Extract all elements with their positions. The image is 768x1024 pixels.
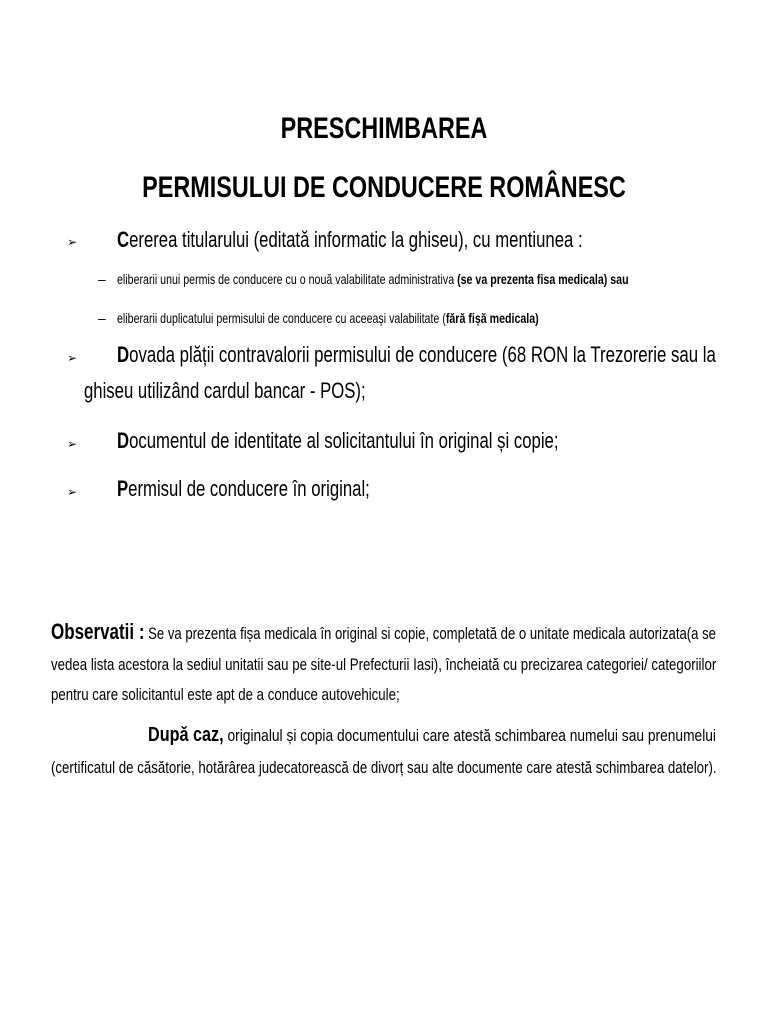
bullet-initial: C: [117, 227, 130, 252]
page-title-line-2: PERMISULUI DE CONDUCERE ROMÂNESC: [142, 171, 626, 204]
bullet-cerere: [117, 227, 583, 253]
bullet-dovada-continuation: ghiseu utilizând cardul bancar - POS);: [84, 378, 366, 403]
dupa-caz-line-1: [148, 724, 716, 747]
observatii-label: Observatii :: [51, 619, 145, 644]
dupa-caz-label: După caz,: [148, 724, 224, 746]
bullet-text: ererea titularului (editată informatic la ghiseu), cu mentiunea :: [129, 227, 583, 252]
subitem-permis-nou: [117, 270, 629, 288]
page-title-line-1: PRESCHIMBAREA: [280, 112, 488, 145]
bullet-text: ermisul de conducere în original;: [128, 476, 370, 501]
observatii-text: Se va prezenta fișa medicala în original si copie, completată de o unitate medicala autorizata(a se: [148, 624, 716, 643]
dupa-caz-line-2: (certificatul de căsătorie, hotărârea judecatorească de divorț sau alte documente care atestă schimbarea datelor).: [51, 758, 717, 777]
bullet-arrow-icon: ➢: [67, 351, 78, 365]
dash-icon: –: [98, 271, 106, 287]
observatii-line-1: [51, 621, 716, 645]
subitem-text: eliberarii duplicatului permisului de conducere cu aceeași valabilitate (: [117, 310, 446, 326]
bullet-text: ovada plății contravalorii permisului de conducere (68 RON la Trezorerie sau la: [129, 342, 716, 367]
bullet-initial: P: [117, 476, 129, 501]
subitem-bold-text: fără fișă medicala): [445, 310, 539, 326]
bullet-arrow-icon: ➢: [67, 437, 78, 451]
subitem-bold-text: (se va prezenta fisa medicala) sau: [457, 271, 629, 287]
dupa-caz-text: originalul și copia documentului care atestă schimbarea numelui sau prenumelui: [227, 726, 716, 745]
subitem-text: eliberarii unui permis de conducere cu o nouă valabilitate administrativa: [117, 271, 458, 287]
bullet-permis-original: [117, 476, 370, 502]
subitem-duplicat: [117, 309, 539, 327]
bullet-arrow-icon: ➢: [67, 235, 78, 249]
dash-icon: –: [98, 310, 106, 326]
bullet-arrow-icon: ➢: [67, 485, 78, 499]
bullet-document-identitate: [117, 428, 558, 454]
observatii-line-3: pentru care solicitantul este apt de a conduce autovehicule;: [51, 685, 400, 704]
bullet-initial: D: [117, 342, 130, 367]
bullet-dovada: [117, 342, 716, 368]
observatii-line-2: vedea lista acestora la sediul unitatii sau pe site-ul Prefecturii Iasi), încheiată cu precizarea categoriei/ categoriilor: [51, 655, 717, 674]
bullet-initial: D: [117, 428, 130, 453]
bullet-text: ocumentul de identitate al solicitantului în original și copie;: [129, 428, 559, 453]
